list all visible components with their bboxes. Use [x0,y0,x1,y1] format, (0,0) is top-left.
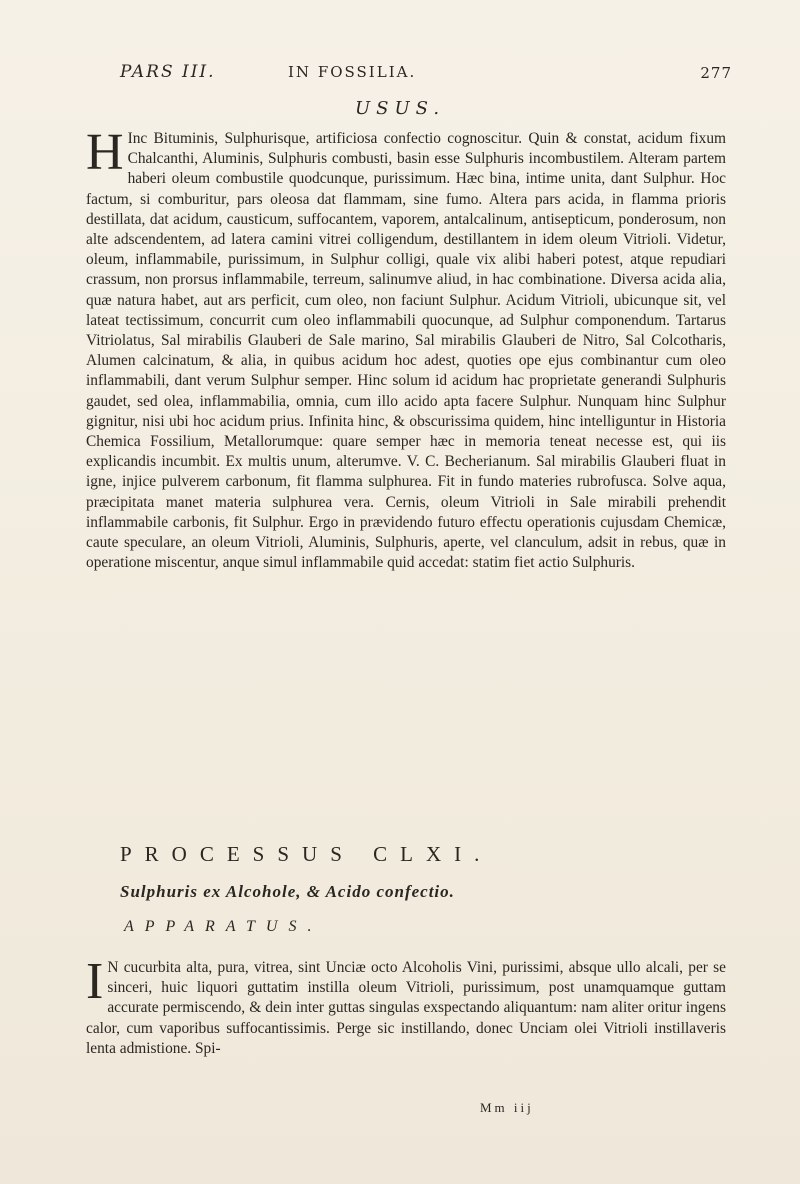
signature-mark: Mm iij [480,1100,534,1115]
drop-cap: I [86,953,104,1010]
drop-cap: H [86,124,124,181]
running-head-part: PARS III. [120,62,216,82]
paragraph-apparatus [86,953,726,1059]
processus-subtitle: Sulphuris ex Alcohole, & Acido confectio. [120,882,455,901]
running-head-subject: IN FOSSILIA. [288,63,417,81]
page-number: 277 [700,64,732,82]
section-title: USUS. [354,98,446,119]
paragraph-text: N cucurbita alta, pura, vitrea, sint Unciæ octo Alcoholis Vini, purissimi, absque ullo alcali, per se sinceri, huic liquori guttatim instilla oleum Vitrioli, purissimum, post unamquamque guttam accurate permiscendo, & dein inter guttas singulas exspectando aliquantum: nam aliter oritur ingens calor, cum vaporibus suffocantissimis. Perge sic instillando, donec Unciam olei Vitrioli instillaveris lenta admistione. Spi- [86,959,726,1057]
apparatus-heading: APPARATUS. [124,918,323,935]
paragraph-usus [86,124,726,573]
processus-heading: PROCESSUS CLXI. [120,842,493,866]
running-head [120,62,732,90]
paragraph-text: Inc Bituminis, Sulphurisque, artificiosa confectio cognoscitur. Quin & constat, acidum fixum Chalcanthi, Aluminis, Sulphuris combusti, basin esse Sulphuris incombustilem. Alteram partem haberi oleum combustile quodcunque, purissimum. Hæc bina, intime unita, dant Sulphur. Hoc factum, si comburitur, pars oleosa dat flammam, sine fumo. Altera pars acida, in flamma prioris destillata, dat acidum, causticum, suffocantem, vaporem, antalcalinum, antisepticum, ponderosum, non alte adscendentem, ad latera camini vitrei colligendum, destillantem in idem oleum Vitrioli. Videtur, oleum, inflammabile, purissimum, in Sulphur colligi, quale vix alibi haberi potest, atque repudiari crassum, non prorsus inflammabile, terreum, salinumve aliud, in hac combinatione. Diversa acida alia, quæ natura habet, aut ars perficit, cum oleo, non faciunt Sulphur. Acidum Vitrioli, ubicunque sit, vel lateat tectissimum, concurrit cum oleo inflammabili quocunque, ad Sulphur componendum. Tartarus Vitriolatus, Sal mirabilis Glauberi de Sale marino, Sal mirabilis Glauberi de Nitro, Sal Colcotharis, Alumen calcinatum, & alia, in quibus acidum hoc adest, quoties ope ejus combinantur cum oleo inflammabili, dant verum Sulphur semper. Hinc solum id acidum hac proprietate generandi Sulphuris gaudet, sed olea, inflammabilia, omnia, cum illo acido apta facere Sulphur. Nunquam hinc Sulphur gignitur, nisi ubi hoc acidum prius. Infinita hinc, & obscurissima quidem, hinc intelliguntur in Historia Chemica Fossilium, Metallorumque: quare semper hæc in memoria teneat necesse est, qui iis explicandis incumbit. Ex multis unum, alterumve. V. C. Becherianum. Sal mirabilis Glauberi fluat in igne, injice pulverem carbonum, fit flamma sulphurea. Fit in fundo materies rubrofusca. Solve aqua, præcipitata manet materia sulphurea vera. Cernis, oleum Vitrioli in Sale mirabili prehendit inflammabile carbonis, fit Sulphur. Ergo in prævidendo futuro effectu operationis cujusdam Chemicæ, caute speculare, an oleum Vitrioli, Aluminis, Sulphuris, aperte, vel clanculum, adsit in rebus, quæ in operatione miscentur, anque simul inflammabile quid accedat: statim fiet actio Sulphuris. [86,130,726,572]
